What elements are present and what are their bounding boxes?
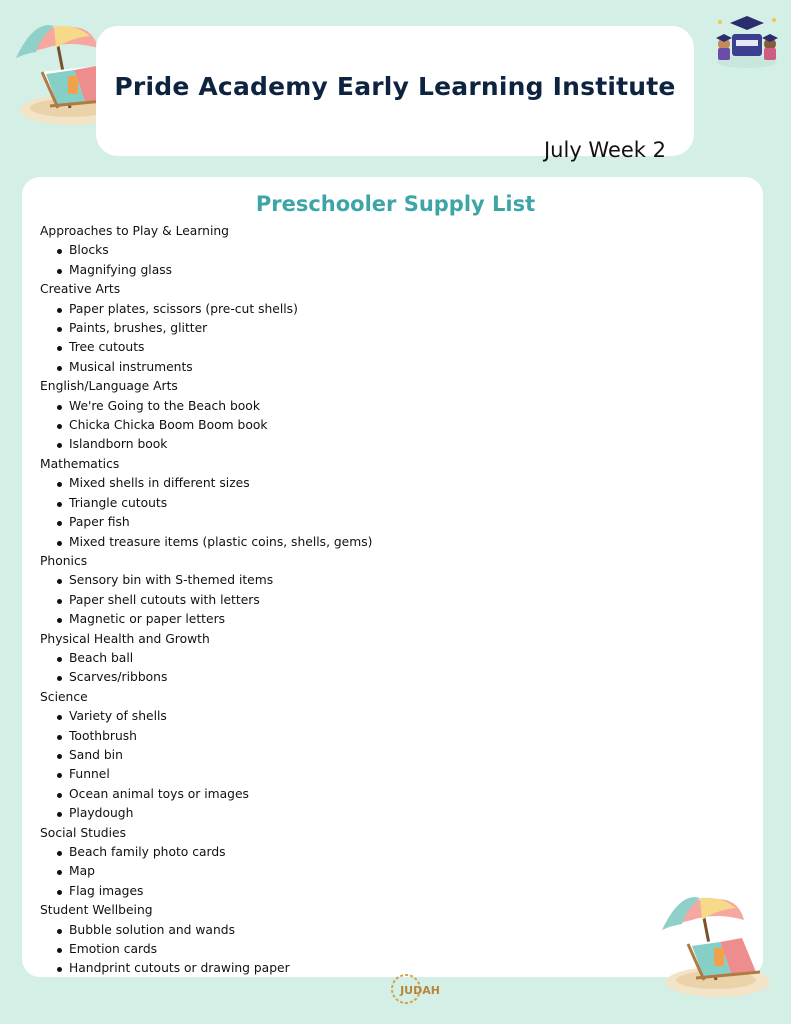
category	[40, 552, 640, 630]
list-item: Magnetic or paper letters	[40, 610, 640, 629]
category	[40, 455, 640, 552]
category-heading: English/Language Arts	[40, 379, 178, 394]
list-item: Emotion cards	[40, 940, 640, 959]
list-item: Variety of shells	[40, 707, 640, 726]
category	[40, 280, 640, 377]
category-items	[40, 397, 640, 455]
category	[40, 901, 640, 979]
beach-chair-umbrella-illustration	[656, 890, 774, 998]
category-items	[40, 241, 640, 280]
list-item: Paper fish	[40, 513, 640, 532]
graduates-illustration	[712, 10, 782, 70]
category-heading: Student Wellbeing	[40, 903, 153, 918]
list-item: Flag images	[40, 882, 640, 901]
supply-list	[40, 222, 640, 979]
header-card	[96, 26, 694, 162]
list-item: Map	[40, 862, 640, 881]
list-item: Funnel	[40, 765, 640, 784]
category-heading: Physical Health and Growth	[40, 631, 210, 646]
category	[40, 377, 640, 455]
category-heading: Science	[40, 689, 88, 704]
category-items	[40, 921, 640, 979]
list-item: Tree cutouts	[40, 338, 640, 357]
list-item: Bubble solution and wands	[40, 921, 640, 940]
list-item: Paper plates, scissors (pre-cut shells)	[40, 300, 640, 319]
list-item: Handprint cutouts or drawing paper	[40, 959, 640, 978]
list-item: Scarves/ribbons	[40, 668, 640, 687]
list-item: Paper shell cutouts with letters	[40, 591, 640, 610]
list-item: Paints, brushes, glitter	[40, 319, 640, 338]
list-item: Sensory bin with S-themed items	[40, 571, 640, 590]
category	[40, 630, 640, 688]
week-label: July Week 2	[543, 138, 666, 162]
list-item: Magnifying glass	[40, 261, 640, 280]
supply-list-title: Preschooler Supply List	[255, 192, 536, 216]
list-item: Chicka Chicka Boom Boom book	[40, 416, 640, 435]
category	[40, 688, 640, 824]
school-title: Pride Academy Early Learning Institute	[114, 72, 676, 101]
list-item: Triangle cutouts	[40, 494, 640, 513]
list-item: Sand bin	[40, 746, 640, 765]
category-items	[40, 843, 640, 901]
list-item: Playdough	[40, 804, 640, 823]
list-item: Beach family photo cards	[40, 843, 640, 862]
logo-text: JUDAH	[400, 984, 440, 997]
category-items	[40, 571, 640, 629]
category-heading: Social Studies	[40, 825, 126, 840]
category-heading: Creative Arts	[40, 282, 121, 297]
list-item: Ocean animal toys or images	[40, 785, 640, 804]
list-item: Toothbrush	[40, 727, 640, 746]
category-heading: Mathematics	[40, 456, 120, 471]
category-items	[40, 300, 640, 378]
list-item: Mixed shells in different sizes	[40, 474, 640, 493]
category-items	[40, 474, 640, 552]
category-heading: Approaches to Play & Learning	[40, 224, 229, 238]
list-item: Musical instruments	[40, 358, 640, 377]
category-items	[40, 649, 640, 688]
list-item: We're Going to the Beach book	[40, 397, 640, 416]
category	[40, 824, 640, 902]
list-item: Blocks	[40, 241, 640, 260]
list-item: Mixed treasure items (plastic coins, shells, gems)	[40, 533, 640, 552]
list-item: Beach ball	[40, 649, 640, 668]
category-heading: Phonics	[40, 553, 88, 568]
category-items	[40, 707, 640, 823]
list-item: Islandborn book	[40, 435, 640, 454]
category	[40, 222, 640, 280]
judah-logo	[386, 970, 450, 1008]
